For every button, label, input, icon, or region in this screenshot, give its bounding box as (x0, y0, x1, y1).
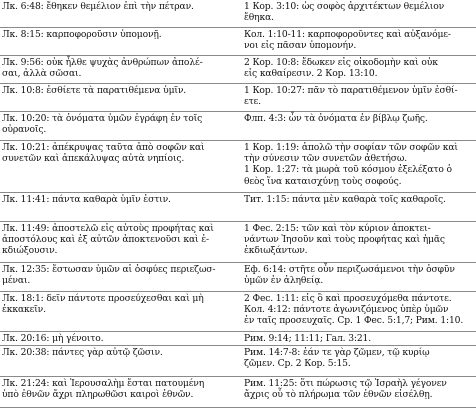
text-line: Тит. 1:15: πάντα μὲν καθαρὰ τοῖς καθαροῖς. (244, 194, 446, 205)
text-line: ἐν ταῖς προσευχαῖς. Ср. 1 Фес. 5:1,7; Рим. 1:10. (244, 315, 464, 327)
text-line: Рим. 14:7-8: ἐάν τε γὰρ ζῶμεν, τῷ κυρίῳ (244, 347, 430, 358)
text-line: ἄχρις οὗ τὸ πλήρωμα τῶν ἐθνῶν εἰσέλθῃ. (244, 389, 433, 401)
text-line: Рим. 9:14; 11:11; Гал. 3:21. (244, 333, 372, 344)
text-line: Лк. 9:56: οὐκ ἦλθε ψυχὰς ἀνθρώπων ἀπολέ- (2, 57, 203, 68)
text-line: σαι, ἀλλὰ σῶσαι. (2, 68, 82, 80)
text-line: Флп. 4:3: ὧν τὰ ὀνόματα ἐν βίβλῳ ζωῆς. (244, 113, 428, 124)
table-row (0, 112, 476, 141)
text-line: Лк. 21:24: καὶ Ἰερουσαλὴμ ἔσται πατουμένη (2, 378, 205, 389)
table-row (0, 292, 476, 332)
parallel-reference-cell (244, 113, 474, 124)
parallel-reference-cell (244, 293, 474, 327)
table-row (0, 222, 476, 263)
text-line: 2 Фес. 1:11: εἰς ὃ καὶ προσευχόμεθα πάντοτε. (244, 293, 452, 304)
text-line: Лк. 11:49: ἀποστελῶ εἰς αὐτοὺς προφήτας καὶ (2, 223, 214, 234)
luke-reference-cell (2, 347, 238, 358)
text-line: ἐκδιωξάντων. (244, 245, 308, 257)
parallel-reference-cell (244, 333, 474, 344)
text-line: 1 Кор. 10:27: πᾶν τὸ παρατιθέμενον ὑμῖν ἐσθί- (244, 85, 458, 96)
parallel-reference-cell (244, 142, 474, 187)
text-line: Лк. 10:21: ἀπέκρυψας ταῦτα ἀπὸ σοφῶν καὶ (2, 142, 205, 153)
parallel-reference-cell (244, 85, 474, 107)
text-line: 2 Кор. 10:8: ἔδωκεν εἰς οἰκοδομὴν καὶ οὐκ (244, 57, 438, 68)
parallel-reference-cell (244, 264, 474, 286)
table-row (0, 141, 476, 193)
luke-reference-cell (2, 85, 238, 96)
parallel-reference-cell (244, 57, 474, 79)
text-line: Лк. 6:48: ἔθηκεν θεμέλιον ἐπὶ τὴν πέτραν. (2, 1, 194, 12)
text-line: 1 Кор. 1:19: ἀπολῶ τὴν σοφίαν τῶν σοφῶν καὶ (244, 142, 458, 153)
text-line: Рим. 11:25: ὅτι πώρωσις τῷ Ἰσραὴλ γέγονεν (244, 378, 447, 389)
parallel-reference-cell (244, 378, 474, 400)
text-line: Кол. 4:12: πάντοτε ἀγωνιζόμενος ὑπὲρ ὑμῶν (244, 304, 449, 316)
luke-reference-cell (2, 194, 238, 205)
text-line: ὑπὸ ἐθνῶν ἄχρι πληρωθῶσι καιροὶ ἐθνῶν. (2, 389, 194, 401)
text-line: Лк. 11:41: πάντα καθαρὰ ὑμῖν ἐστιν. (2, 194, 171, 205)
luke-reference-cell (2, 57, 238, 79)
luke-reference-cell (2, 1, 238, 12)
text-line: Лк. 10:20: τὰ ὀνόματα ὑμῶν ἐγράφη ἐν τοῖς (2, 113, 203, 124)
table-row (0, 56, 476, 84)
text-line: 1 Фес. 2:15: τῶν καὶ τὸν κύριον ἀποκτει- (244, 223, 431, 234)
parallel-reference-cell (244, 1, 474, 23)
parallel-reference-cell (244, 347, 474, 369)
text-line: Лк. 10:8: ἐσθίετε τὰ παρατιθέμενα ὑμῖν. (2, 85, 187, 96)
table-row (0, 28, 476, 56)
luke-reference-cell (2, 264, 238, 286)
text-line: ετε. (244, 96, 261, 108)
text-line: 1 Кор. 3:10: ὡς σοφὸς ἀρχιτέκτων θεμέλιον (244, 1, 445, 12)
table-row (0, 84, 476, 112)
luke-reference-cell (2, 378, 238, 400)
text-line: ἔθηκα. (244, 12, 274, 24)
table-row (0, 346, 476, 377)
text-line: Лк. 20:38: πάντες γὰρ αὐτῷ ζῶσιν. (2, 347, 163, 358)
text-line: ἀποστόλους καὶ ἐξ αὐτῶν ἀποκτενοῦσι καὶ ἐ- (2, 234, 209, 246)
table-row (0, 193, 476, 222)
luke-reference-cell (2, 29, 238, 40)
luke-reference-cell (2, 293, 238, 315)
parallel-reference-cell (244, 223, 474, 257)
text-line: κδιώξουσιν. (2, 245, 58, 257)
parallel-reference-cell (244, 29, 474, 51)
text-line: Лк. 20:16: μὴ γένοιτο. (2, 333, 104, 344)
text-line: Лк. 8:15: καρποφοροῦσιν ὑπομονῇ. (2, 29, 162, 40)
text-line: τὴν σύνεσιν τῶν συνετῶν ἀθετήσω. (244, 153, 408, 165)
luke-reference-cell (2, 223, 238, 257)
luke-reference-cell (2, 333, 238, 344)
text-line: οὐρανοῖς. (2, 124, 47, 136)
text-line: νάντων Ἰησοῦν καὶ τοὺς προφήτας καὶ ἡμᾶς (244, 234, 445, 246)
text-line: ζῶμεν. Ср. 2 Кор. 5:15. (244, 358, 351, 370)
text-line: 1 Кор. 1:27: τὰ μωρὰ τοῦ κόσμου ἐξελέξατο ὁ (244, 164, 452, 176)
text-line: ὑμῶν ἐν ἀληθείᾳ. (244, 275, 324, 287)
table-row (0, 0, 476, 28)
text-line: Еф. 6:14: στῆτε οὖν περιζωσάμενοι τὴν ὀσφῦν (244, 264, 455, 275)
text-line: θεὸς ἵνα καταισχύνῃ τοὺς σοφούς. (244, 175, 402, 187)
text-line: εἰς καθαίρεσιν. 2 Кор. 13:10. (244, 68, 378, 80)
text-line: νοι εἰς πᾶσαν ὑπομονήν. (244, 40, 357, 52)
table-row (0, 332, 476, 346)
text-line: ἐκκακεῖν. (2, 304, 46, 316)
luke-reference-cell (2, 113, 238, 135)
text-line: μέναι. (2, 275, 31, 287)
text-line: Лк. 18:1: δεῖν πάντοτε προσεύχεσθαι καὶ μὴ (2, 293, 204, 304)
table-row (0, 263, 476, 292)
parallel-reference-cell (244, 194, 474, 205)
text-line: Кол. 1:10-11: καρποφοροῦντες καὶ αὐξανόμε- (244, 29, 451, 40)
luke-reference-cell (2, 142, 238, 164)
text-line: Лк. 12:35: ἔστωσαν ὑμῶν αἱ ὀσφύες περιεζωσ- (2, 264, 216, 275)
text-line: συνετῶν καὶ ἀπεκάλυψας αὐτὰ νηπίοις. (2, 153, 185, 165)
table-row (0, 377, 476, 408)
